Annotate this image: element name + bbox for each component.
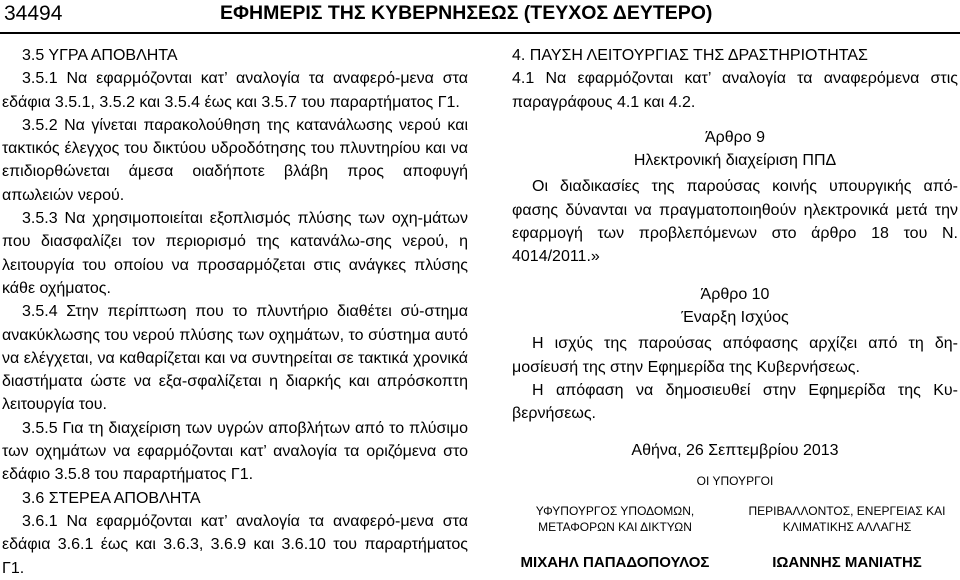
article-9-subtitle: Ηλεκτρονική διαχείριση ΠΠΔ [633,152,837,170]
article-10-subtitle: Έναρξη Ισχύος [681,308,789,326]
section-heading-3-5: 3.5 ΥΓΡΑ ΑΠΟΒΛΗΤΑ [22,47,178,64]
right-signatory-name: ΙΩΑΝΝΗΣ ΜΑΝΙΑΤΗΣ [772,553,922,571]
right-signatory-title: ΠΕΡΙΒΑΛΛΟΝΤΟΣ, ΕΝΕΡΓΕΙΑΣ ΚΑΙ ΚΛΙΜΑΤΙΚΗΣ ΑΛΛΑΓΗΣ [748,503,946,534]
right-column [512,44,958,575]
paragraph-3-5-1: 3.5.1 Να εφαρμόζονται κατ’ αναλογία τα αναφερό-μενα στα εδάφια 3.5.1, 3.5.2 και 3.5.4 έως και 3.5.7 του παραρτήματος Γ1. [2,70,468,111]
article-10-title: Άρθρο 10 [700,285,770,303]
paragraph-3-5-5: 3.5.5 Για τη διαχείριση των υγρών αποβλήτων από το πλύσιμο των οχημάτων να εφαρμόζονται κατ’ αναλογία τα οριζόμενα στο εδάφιο 3.5.8 του παραρτήματος Γ1. [2,419,468,484]
header-rule [0,32,960,34]
article-9-text: Οι διαδικασίες της παρούσας κοινής υπουργικής από-φασης δύνανται να πραγματοποιηθούν ηλεκτρονικά μετά την εφαρμογή των προβλεπόμενων στο άρθρο 18 του Ν. 4014/2011.» [512,178,958,266]
signature-titles [512,503,958,537]
article-9-title: Άρθρο 9 [704,128,766,146]
left-signatory-name: ΜΙΧΑΗΛ ΠΑΠΑΔΟΠΟΥΛΟΣ [520,553,710,571]
page-number: 34494 [4,2,63,25]
ministers-label: ΟΙ ΥΠΟΥΡΓΟΙ [696,473,774,488]
left-column [2,44,468,580]
gazette-title: ΕΦΗΜΕΡΙΣ ΤΗΣ ΚΥΒΕΡΝΗΣΕΩΣ (ΤΕΥΧΟΣ ΔΕΥΤΕΡΟ) [220,2,713,24]
article-10-text-1: Η ισχύς της παρούσας απόφασης αρχίζει από τη δη-μοσίευσή της στην Εφημερίδα της Κυβερνήσεως. [512,335,958,376]
paragraph-4-1: 4.1 Να εφαρμόζονται κατ’ αναλογία τα αναφερόμενα στις παραγράφους 4.1 και 4.2. [512,70,958,111]
paragraph-3-5-2: 3.5.2 Να γίνεται παρακολούθηση της κατανάλωσης νερού και τακτικός έλεγχος του δικτύου υδροδότησης του πλυντηρίου και να επιδιορθώνεται άμεσα οιαδήποτε βλάβη προς αποφυγή απωλειών νερού. [2,116,468,204]
signature-names [512,551,958,575]
left-signatory-title: ΥΦΥΠΟΥΡΓΟΣ ΥΠΟΔΟΜΩΝ, ΜΕΤΑΦΟΡΩΝ ΚΑΙ ΔΙΚΤΥΩΝ [535,503,695,534]
paragraph-3-6-1: 3.6.1 Να εφαρμόζονται κατ’ αναλογία τα αναφερό-μενα στα εδάφια 3.6.1 έως και 3.6.3, 3.6.9 και 3.6.10 του παραρτήματος Γ1. [2,512,468,577]
page-header [0,0,960,34]
article-10-text-2: Η απόφαση να δημοσιευθεί στην Εφημερίδα της Κυ-βερνήσεως. [512,381,958,423]
paragraph-3-5-3: 3.5.3 Να χρησιμοποιείται εξοπλισμός πλύσης των οχη-μάτων που διασφαλίζει τον περιορισμό της κατανάλω-σης νερού, η λειτουργία του οποίου να προσαρμόζεται στις ανάγκες πλύσης κάθε οχήματος. [2,210,468,297]
paragraph-3-5-4: 3.5.4 Στην περίπτωση που το πλυντήριο διαθέτει σύ-στημα ανακύκλωσης του νερού πλύσης των οχημάτων, το σύστημα αυτό να ελέγχεται, να καθαρίζεται και να συντηρείται σε τακτικά χρονικά διαστήματα ώστε να εξα-σφαλίζεται η διαρκής και απρόσκοπτη λειτουργία του. [2,303,468,414]
date-line: Αθήνα, 26 Σεπτεμβρίου 2013 [631,442,839,460]
section-heading-3-6: 3.6 ΣΤΕΡΕΑ ΑΠΟΒΛΗΤΑ [22,489,201,507]
section-heading-4: 4. ΠΑΥΣΗ ΛΕΙΤΟΥΡΓΙΑΣ ΤΗΣ ΔΡΑΣΤΗΡΙΟΤΗΤΑΣ [512,47,868,64]
